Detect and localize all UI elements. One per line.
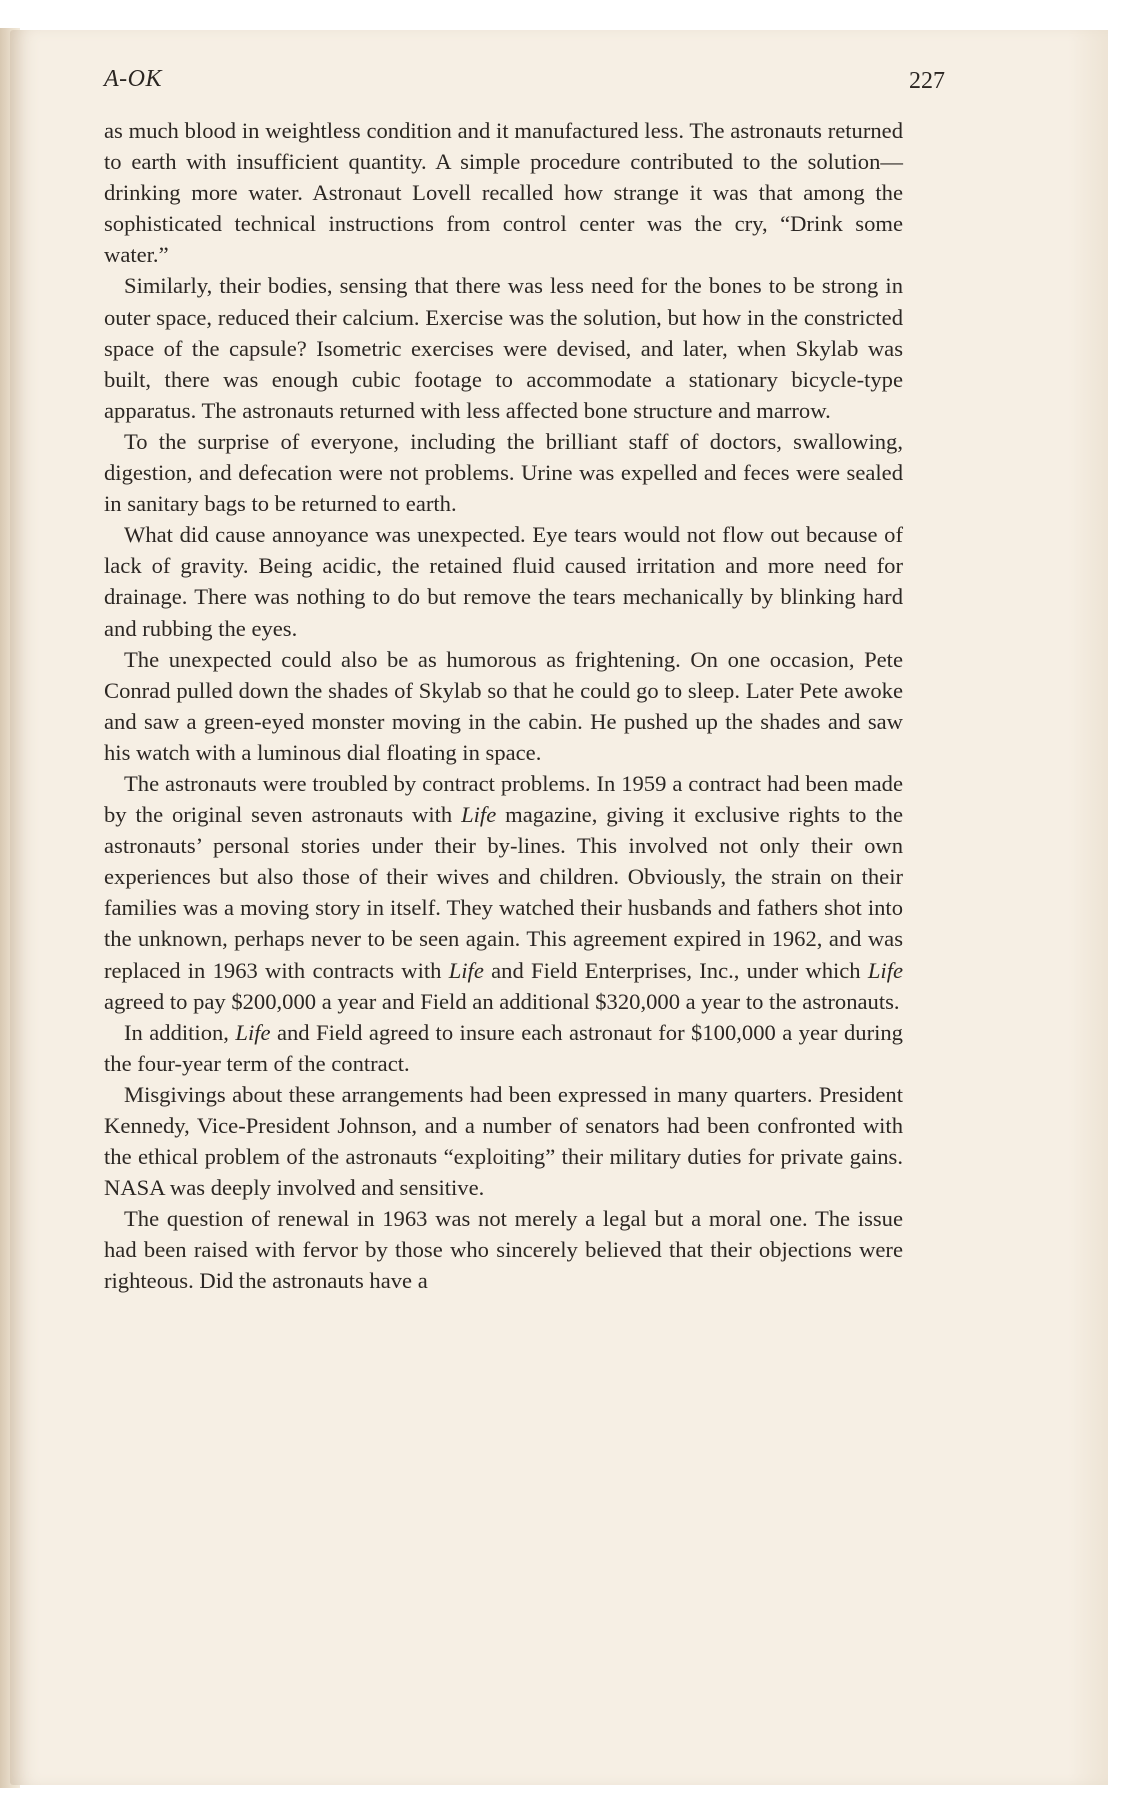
paragraph-2 [104, 270, 903, 425]
text-run: To the surprise of everyone, including the brilliant staff of doctors, swallowing, digestion, and defecation were not problems. Urine was expelled and feces were sealed in sanitary bags to be returned to earth. [104, 428, 903, 517]
body-text [104, 115, 903, 1297]
paragraph-9 [104, 1203, 903, 1296]
page-number: 227 [909, 68, 945, 94]
text-run: In addition, [124, 1019, 236, 1045]
paragraph-5 [104, 644, 903, 768]
text-run: The astronauts were troubled by contract problems. In 1959 a contract had been made by the original seven astronauts with [104, 770, 903, 828]
italic-title: Life [867, 957, 904, 983]
paragraph-4 [104, 519, 903, 643]
text-run: What did cause annoyance was unexpected. Eye tears would not flow out because of lack of gravity. Being acidic, the retained fluid caused irritation and more need for drainage. There was nothing to do but remove the tears mechanically by blinking hard and rubbing the eyes. [104, 522, 903, 641]
running-head: A-OK [104, 66, 162, 92]
text-run: as much blood in weightless condition and it manufactured less. The astronauts returned to earth with insufficient quantity. A simple procedure contributed to the solution—drinking more water. Astronaut Lovell recalled how strange it was that among the sophisticated technical instructions from control center was the cry, “Drink some water.” [104, 118, 903, 268]
paragraph-7 [104, 1017, 903, 1079]
paragraph-3 [104, 426, 903, 519]
text-run: and Field Enterprises, Inc., under which [483, 957, 868, 983]
paragraph-8 [104, 1079, 903, 1203]
text-run: agreed to pay $200,000 a year and Field an additional $320,000 a year to the astronauts. [104, 988, 900, 1014]
text-run: magazine, giving it exclusive rights to the astronauts’ personal stories under their by-lines. This involved not only their own experiences but also those of their wives and children. Obviously, the strain on their families was a moving story in itself. They watched their husbands and fathers shot into the unknown, perhaps never to be seen again. This agreement expired in 1962, and was replaced in 1963 with contracts with [104, 802, 903, 983]
text-run: Misgivings about these arrangements had been expressed in many quarters. President Kennedy, Vice-President Johnson, and a number of senators had been confronted with the ethical problem of the astronauts “exploiting” their military duties for private gains. NASA was deeply involved and sensitive. [104, 1081, 903, 1201]
paragraph-1 [104, 115, 903, 270]
text-run: Similarly, their bodies, sensing that there was less need for the bones to be strong in outer space, reduced their calcium. Exercise was the solution, but how in the constricted space of the capsule? Isometric exercises were devised, and later, when Skylab was built, there was enough cubic footage to accommodate a stationary bicycle-type apparatus. The astronauts returned with less affected bone structure and marrow. [104, 273, 903, 423]
text-run: The question of renewal in 1963 was not merely a legal but a moral one. The issue had been raised with fervor by those who sincerely believed that their objections were righteous. Did the astronauts have a [104, 1206, 903, 1294]
paragraph-6 [104, 768, 903, 1017]
italic-title: Life [448, 957, 484, 983]
text-run: and Field agreed to insure each astronaut for $100,000 a year during the four-year term of the contract. [104, 1019, 903, 1076]
italic-title: Life [235, 1019, 271, 1045]
page-header [104, 60, 945, 100]
text-run: The unexpected could also be as humorous as frightening. On one occasion, Pete Conrad pulled down the shades of Skylab so that he could go to sleep. Later Pete awoke and saw a green-eyed monster moving in the cabin. He pushed up the shades and saw his watch with a luminous dial floating in space. [104, 646, 903, 765]
italic-title: Life [461, 802, 497, 828]
